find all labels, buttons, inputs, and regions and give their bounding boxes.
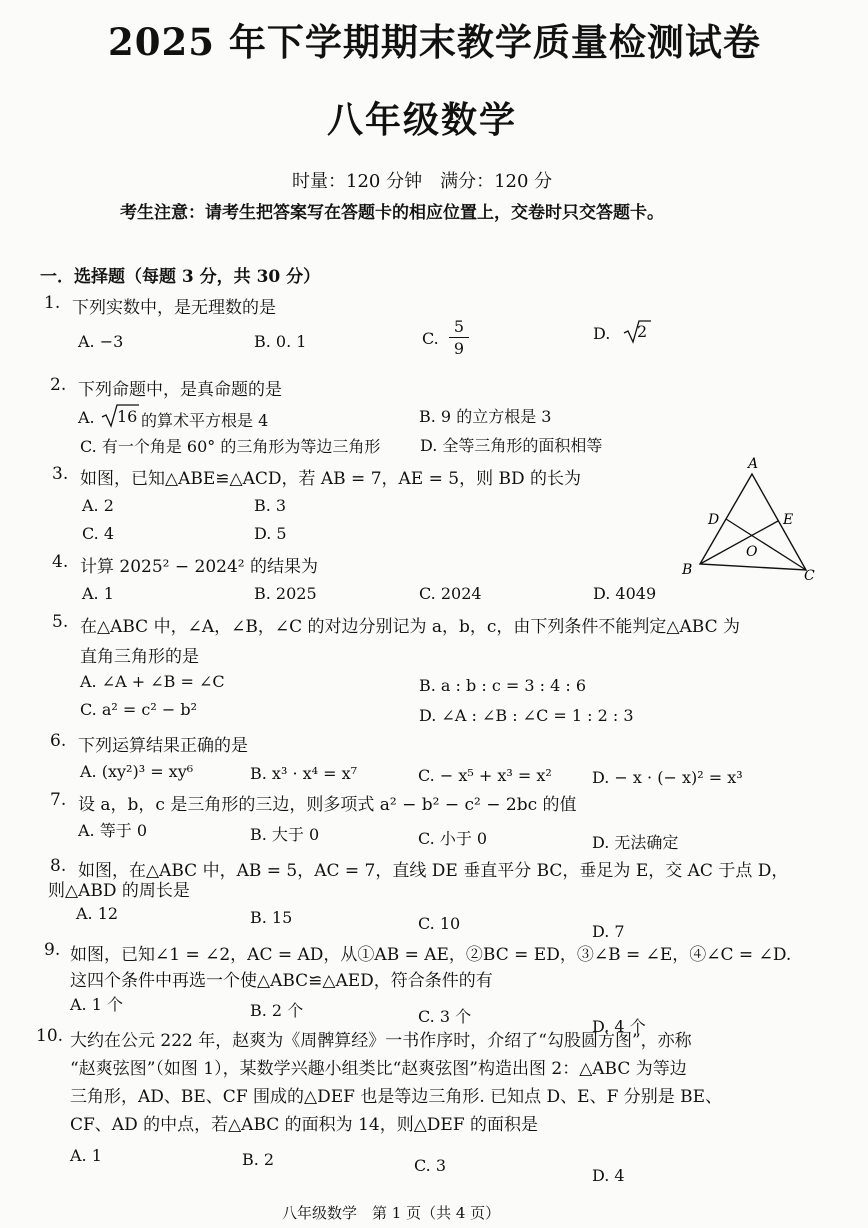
option-d: D. 4049 <box>593 584 657 603</box>
question-text: 如图，在△ABC 中，AB = 5，AC = 7，直线 DE 垂直平分 BC，垂足为 E，交 AC 于点 D， <box>78 861 789 881</box>
segment-dc <box>726 519 806 570</box>
option-a: A. 2 <box>82 496 114 515</box>
option-a: A. 12 <box>76 904 119 923</box>
fraction-five-ninths <box>449 317 469 358</box>
option-d: D. 全等三角形的面积相等 <box>420 436 603 455</box>
question-number: 9. <box>44 940 61 960</box>
triangle-figure <box>680 452 820 584</box>
question-text-line2: “赵爽弦图”（如图 1），某数学兴趣小组类比“赵爽弦图”构造出图 2：△ABC 为等边 <box>70 1059 687 1079</box>
option-d: D. − x · (− x)² = x³ <box>592 768 743 787</box>
sqrt-radicand: 16 <box>117 407 138 426</box>
option-b: B. 15 <box>250 908 293 927</box>
option-a: A. 1 个 <box>70 995 123 1014</box>
option-b: B. 3 <box>254 496 287 515</box>
question-text-line2: 这四个条件中再选一个使△ABC≌△AED，符合条件的有 <box>70 971 493 991</box>
fraction-numerator: 5 <box>453 317 465 336</box>
fraction-bar <box>449 337 469 338</box>
option-c: C. 4 <box>82 524 115 543</box>
question-text: 下列运算结果正确的是 <box>78 736 248 756</box>
label-e: E <box>783 512 794 528</box>
question-number: 6. <box>50 731 67 751</box>
question-number: 3. <box>52 464 69 484</box>
option-a: A. 1 <box>82 584 114 603</box>
option-d: D. 4 个 <box>592 1017 646 1036</box>
option-c: C. 有一个角是 60° 的三角形为等边三角形 <box>80 437 381 456</box>
question-text: 如图，已知∠1 = ∠2，AC = AD，从①AB = AE，②BC = ED，③∠B = ∠E，④∠C = ∠D. <box>70 945 792 965</box>
question-number: 1. <box>44 293 61 313</box>
option-a: A. <box>78 408 95 427</box>
option-b: B. x³ · x⁴ = x⁷ <box>250 764 358 783</box>
label-a: A <box>748 456 759 472</box>
option-c: C. 2024 <box>419 584 482 603</box>
question-text-line3: 三角形，AD、BE、CF 围成的△DEF 也是等边三角形. 已知点 D、E、F 分别是 BE、 <box>70 1087 723 1107</box>
option-b: B. 2 个 <box>250 1001 304 1020</box>
question-text: 下列命题中，是真命题的是 <box>78 380 282 400</box>
question-number: 8. <box>50 856 67 876</box>
question-number: 2. <box>50 375 67 395</box>
question-number: 4. <box>52 552 69 572</box>
option-c: C. 3 个 <box>418 1007 472 1026</box>
option-a: A. −3 <box>78 332 124 351</box>
label-c: C <box>804 568 815 584</box>
question-text: 计算 2025² − 2024² 的结果为 <box>80 557 319 577</box>
label-d: D <box>708 512 720 528</box>
exam-notice: 考生注意：请考生把答案写在答题卡的相应位置上，交卷时只交答题卡。 <box>120 203 664 223</box>
option-a: A. (xy²)³ = xy⁶ <box>80 762 194 781</box>
sqrt-radicand: 2 <box>637 322 648 341</box>
option-d: D. 4 <box>592 1166 625 1185</box>
question-number: 7. <box>50 790 67 810</box>
exam-title: 2025 年下学期期末教学质量检测试卷 <box>108 20 761 64</box>
option-c: C. 小于 0 <box>418 829 488 848</box>
option-b: B. 大于 0 <box>250 825 320 844</box>
option-a-rest: 的算术平方根是 4 <box>141 411 269 430</box>
option-c: C. 10 <box>418 914 461 933</box>
page-footer: 八年级数学 第 1 页（共 4 页） <box>282 1204 501 1222</box>
question-text-line2: 则△ABD 的周长是 <box>48 881 190 901</box>
option-b: B. 9 的立方根是 3 <box>419 407 552 426</box>
fraction-denominator: 9 <box>453 339 465 358</box>
option-a: A. ∠A + ∠B = ∠C <box>80 672 225 691</box>
option-d: D. ∠A : ∠B : ∠C = 1 : 2 : 3 <box>419 706 634 725</box>
exam-subtitle: 八年级数学 <box>327 99 518 141</box>
question-text: 下列实数中，是无理数的是 <box>72 298 276 318</box>
option-d: D. 5 <box>254 524 287 543</box>
option-b: B. 2 <box>242 1150 275 1169</box>
label-b: B <box>682 562 693 578</box>
section-title: 一．选择题（每题 3 分，共 30 分） <box>40 267 321 287</box>
option-a: A. 1 <box>70 1146 102 1165</box>
option-d: D. 7 <box>592 922 625 941</box>
option-c: C. 3 <box>414 1156 447 1175</box>
option-c: C. <box>422 329 439 348</box>
question-number: 5. <box>52 612 69 632</box>
option-d: D. 无法确定 <box>592 833 679 852</box>
question-text: 如图，已知△ABE≌△ACD，若 AB = 7，AE = 5，则 BD 的长为 <box>80 469 582 489</box>
option-a: A. 等于 0 <box>78 821 147 840</box>
question-text-line4: CF、AD 的中点，若△ABC 的面积为 14，则△DEF 的面积是 <box>70 1115 539 1135</box>
option-d: D. <box>593 324 611 343</box>
question-number: 10. <box>36 1026 64 1046</box>
option-c: C. a² = c² − b² <box>80 700 197 719</box>
option-b: B. a : b : c = 3 : 4 : 6 <box>419 676 587 695</box>
question-text-line2: 直角三角形的是 <box>80 647 199 667</box>
label-o: O <box>746 544 758 560</box>
question-text: 设 a，b，c 是三角形的三边，则多项式 a² − b² − c² − 2bc 的值 <box>78 795 577 815</box>
question-text: 在△ABC 中，∠A，∠B，∠C 的对边分别记为 a，b，c，由下列条件不能判定△ABC 为 <box>80 617 740 637</box>
question-text: 大约在公元 222 年，赵爽为《周髀算经》一书作序时，介绍了“勾股圆方图”，亦称 <box>70 1031 692 1051</box>
option-c: C. − x⁵ + x³ = x² <box>418 766 552 785</box>
option-b: B. 2025 <box>254 584 317 603</box>
time-info: 时量：120 分钟 满分：120 分 <box>292 171 553 192</box>
option-b: B. 0. 1 <box>254 332 307 351</box>
